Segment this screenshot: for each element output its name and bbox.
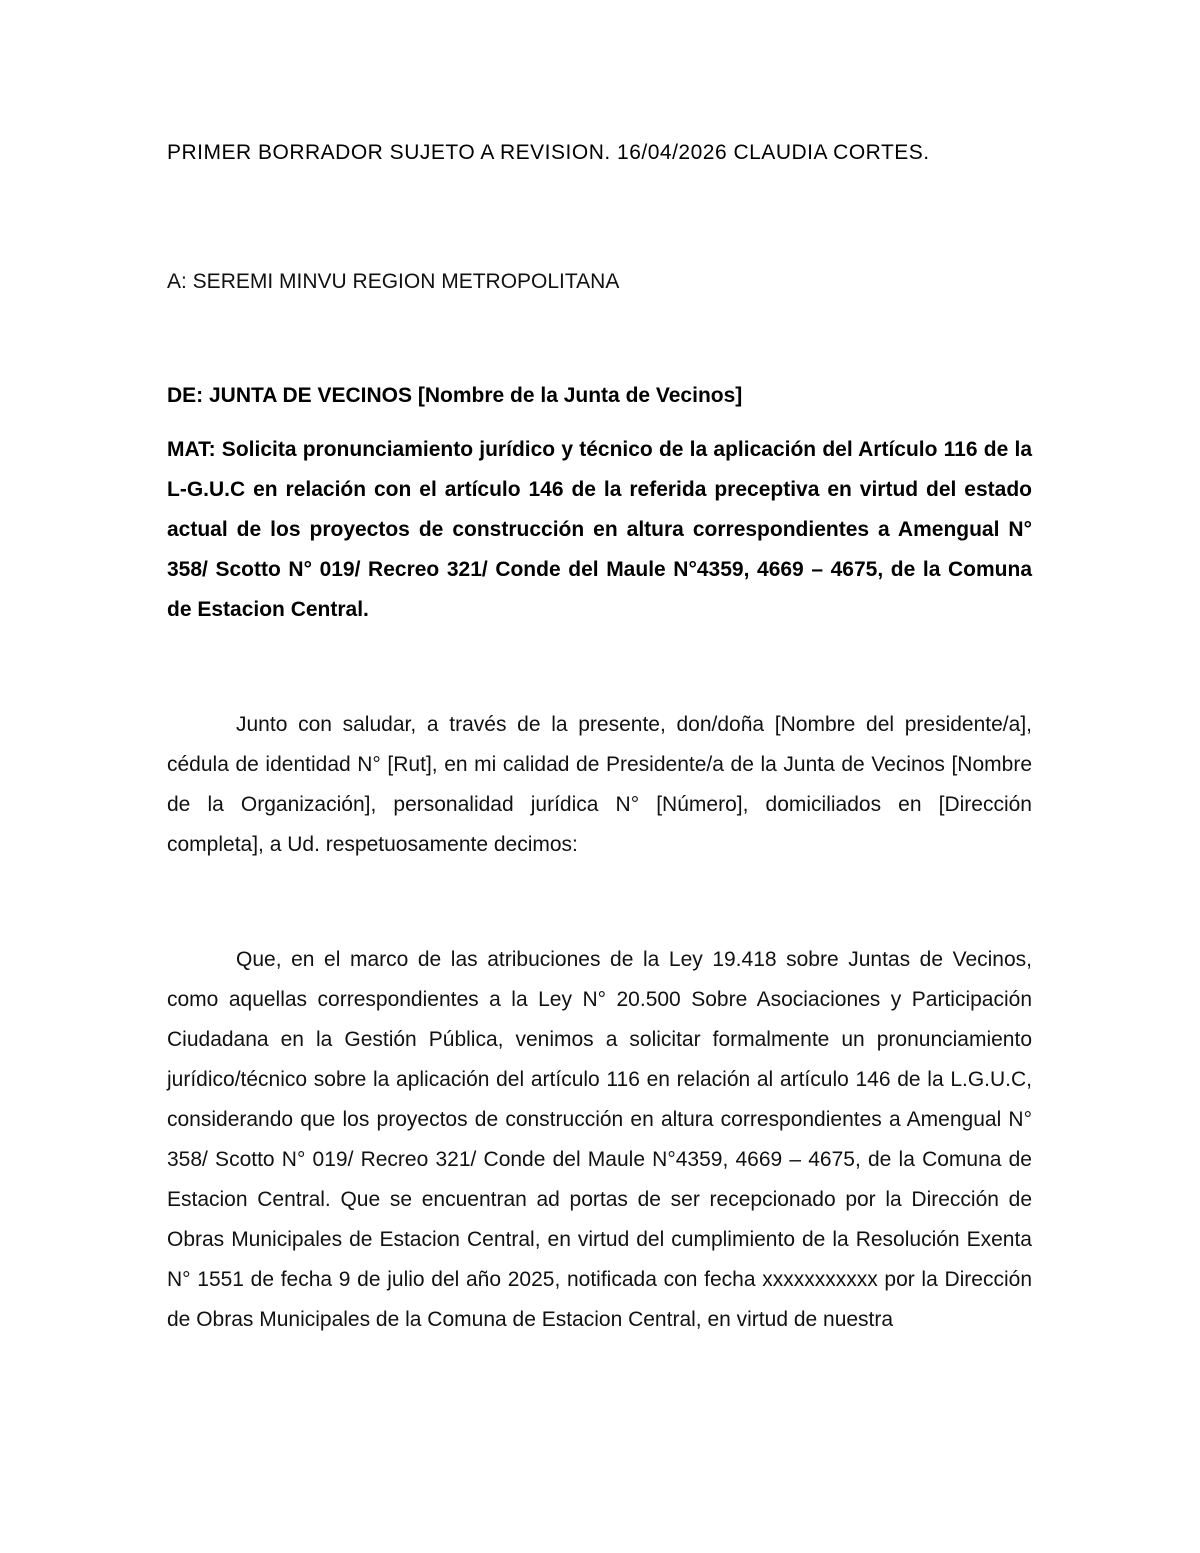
body-paragraph-greeting: Junto con saludar, a través de la presente, don/doña [Nombre del presidente/a], cédula de identidad N° [Rut], en mi calidad de Presidente/a de la Junta de Vecinos [Nombre de la Organización], personalidad jurídica N° [Número], domiciliados en [Dirección completa], a Ud. respetuosamente decimos:: [167, 713, 1032, 856]
sender-line: DE: JUNTA DE VECINOS [Nombre de la Junta de Vecinos]: [167, 384, 743, 407]
body-paragraph-request: Que, en el marco de las atribuciones de la Ley 19.418 sobre Juntas de Vecinos, como aquellas correspondientes a la Ley N° 20.500 Sobre Asociaciones y Participación Ciudadana en la Gestión Pública, venimos a solicitar formalmente un pronunciamiento jurídico/técnico sobre la aplicación del artículo 116 en relación al artículo 146 de la L.G.U.C, considerando que los proyectos de construcción en altura correspondientes a Amengual N° 358/ Scotto N° 019/ Recreo 321/ Conde del Maule N°4359, 4669 – 4675, de la Comuna de Estacion Central. Que se encuentran ad portas de ser recepcionado por la Dirección de Obras Municipales de Estacion Central, en virtud del cumplimiento de la Resolución Exenta N° 1551 de fecha 9 de julio del año 2025, notificada con fecha xxxxxxxxxxx por la Dirección de Obras Municipales de la Comuna de Estacion Central, en virtud de nuestra: [167, 948, 1032, 1331]
draft-note: PRIMER BORRADOR SUJETO A REVISION. 16/04/2026 CLAUDIA CORTES.: [167, 141, 930, 164]
recipient-line: A: SEREMI MINVU REGION METROPOLITANA: [167, 270, 620, 293]
subject-paragraph: MAT: Solicita pronunciamiento jurídico y técnico de la aplicación del Artículo 116 de la L-G.U.C en relación con el artículo 146 de la referida preceptiva en virtud del estado actual de los proyectos de construcción en altura correspondientes a Amengual N° 358/ Scotto N° 019/ Recreo 321/ Conde del Maule N°4359, 4669 – 4675, de la Comuna de Estacion Central.: [167, 438, 1032, 621]
